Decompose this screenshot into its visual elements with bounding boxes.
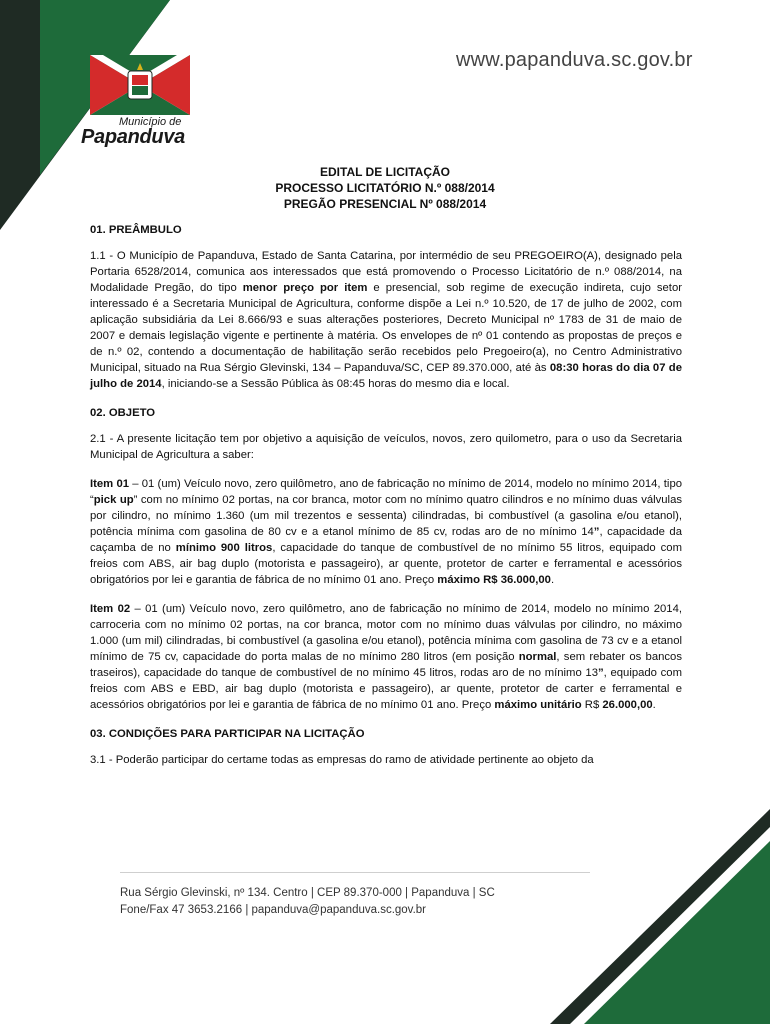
paragraph-2-1: 2.1 - A presente licitação tem por objetivo a aquisição de veículos, novos, zero quilometro, para o uso da Secretaria Municipal de Agricultura a saber:: [90, 433, 682, 461]
footer-address-line: Rua Sérgio Glevinski, nº 134. Centro | CEP 89.370-000 | Papanduva | SC: [120, 887, 495, 899]
item-02-description: Item 02 – 01 (um) Veículo novo, zero quilômetro, ano de fabricação no mínimo de 2014, modelo no mínimo 2014, carroceria com no mínimo 02 portas, na cor branca, motor com no mínimo duas válvulas por cilindro, no máximo 1.000 (um mil) cilindradas, bi combustível (a gasolina e/ou etanol), potência mínima com gasolina de 73 cv e a etanol mínimo de 75 cv, capacidade do porta malas de no mínimo 280 litros (em posição normal, sem rebater os bancos traseiros), capacidade do tanque de combustível de no mínimo 45 litros, rodas aro de no mínimo 13”, equipado com freios com ABS e EBD, air bag duplo (motorista e passageiro), ar quente, protetor de carter e ferramental e acessórios obrigatórios por lei e garantia de fábrica de no mínimo 01 ano. Preço máximo unitário R$ 26.000,00.: [90, 603, 682, 711]
section-heading-condicoes: 03. CONDIÇÕES PARA PARTICIPAR NA LICITAÇÃO: [90, 728, 365, 740]
document-title: [0, 164, 770, 212]
logo-subtitle: Município de: [119, 116, 182, 128]
document-body: [90, 222, 682, 781]
paragraph-3-1: 3.1 - Poderão participar do certame todas as empresas do ramo de atividade pertinente ao objeto da: [90, 754, 594, 766]
footer-contact-line[interactable]: Fone/Fax 47 3653.2166 | papanduva@papanduva.sc.gov.br: [120, 904, 427, 916]
footer-divider: [120, 872, 590, 873]
title-line-1: EDITAL DE LICITAÇÃO: [320, 165, 450, 179]
title-line-3: PREGÃO PRESENCIAL Nº 088/2014: [283, 197, 487, 211]
item-01-description: Item 01 – 01 (um) Veículo novo, zero quilômetro, ano de fabricação no mínimo de 2014, modelo no mínimo 2014, tipo “pick up” com no mínimo 02 portas, na cor branca, motor com no mínimo quatro cilindros e no mínimo duas válvulas por cilindro, no mínimo 1.360 (um mil trezentos e sessenta) cilindradas, bi combustível (a gasolina e/ou etanol), potência mínima com gasolina de 80 cv e a etanol mínimo de 85 cv, rodas aro de no mínimo 14”, capacidade da caçamba de no mínimo 900 litros, capacidade do tanque de combustível de no mínimo 55 litros, equipado com freios com ABS, air bag duplo (motorista e passageiro), ar quente, protetor de carter e ferramental e acessórios obrigatórios por lei e garantia de fábrica de no mínimo 01 ano. Preço máximo R$ 36.000,00.: [90, 478, 683, 586]
footer-corner-decoration: [550, 809, 770, 1024]
section-heading-objeto: 02. OBJETO: [90, 407, 156, 419]
website-url[interactable]: www.papanduva.sc.gov.br: [456, 49, 693, 71]
municipality-flag-logo: [90, 55, 190, 115]
title-line-2: PROCESSO LICITATÓRIO N.º 088/2014: [275, 181, 495, 195]
footer-address: [120, 885, 495, 919]
section-heading-preambulo: 01. PREÂMBULO: [90, 224, 182, 236]
logo-title: Papanduva: [81, 126, 185, 148]
paragraph-1-1: 1.1 - O Município de Papanduva, Estado de Santa Catarina, por intermédio de seu PREGOEIRO(A), designado pela Portaria 6528/2014, comunica aos interessados que está promovendo o Processo Licitatório de n.º 088/2014, na Modalidade Pregão, do tipo menor preço por item e presencial, sob regime de execução indireta, cujo setor interessado é a Secretaria Municipal de Agricultura, conforme dispõe a Lei n.º 10.520, de 17 de julho de 2002, com aplicação subsidiária da Lei 8.666/93 e suas alterações posteriores, Decreto Municipal nº 1783 de 31 de maio de 2007 e demais legislação vigente e pertinente à matéria. Os envelopes de nº 01 contendo as propostas de preços e de n.º 02, contendo a documentação de habilitação serão recebidos pelo Pregoeiro(a), no Centro Administrativo Municipal, situado na Rua Sérgio Glevinski, 134 – Papanduva/SC, CEP 89.370.000, até às 08:30 horas do dia 07 de julho de 2014, iniciando-se a Sessão Pública às 08:45 horas do mesmo dia e local.: [90, 250, 682, 390]
